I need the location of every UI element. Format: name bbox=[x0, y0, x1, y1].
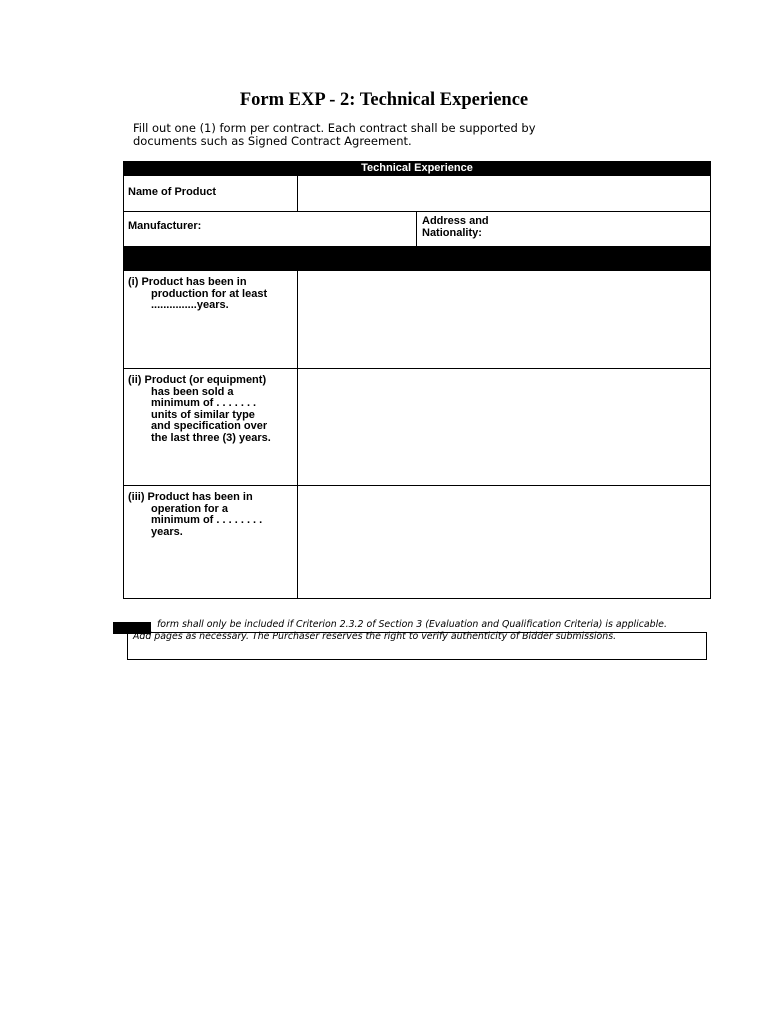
criterion-line: has been sold a bbox=[151, 385, 234, 398]
column-divider bbox=[416, 211, 417, 246]
address-label-line: Nationality: bbox=[422, 226, 482, 239]
criterion-line: years. bbox=[151, 525, 183, 538]
form-title: Form EXP - 2: Technical Experience bbox=[239, 90, 529, 110]
criterion-production-years bbox=[128, 277, 267, 312]
criterion-operation-years bbox=[128, 492, 262, 538]
criterion-line: operation for a bbox=[151, 502, 229, 515]
criterion-line: ...............years. bbox=[151, 299, 229, 312]
criterion-units-sold-field[interactable] bbox=[298, 369, 710, 485]
manufacturer-field[interactable] bbox=[124, 212, 416, 245]
criterion-line: the last three (3) years. bbox=[151, 431, 271, 444]
criterion-line: (ii) Product (or equipment) bbox=[128, 374, 267, 386]
criterion-line: units of similar type bbox=[151, 408, 255, 421]
criterion-line: minimum of . . . . . . . . bbox=[151, 514, 263, 527]
instructions-line: documents such as Signed Contract Agreement. bbox=[133, 134, 412, 148]
name-of-product-field[interactable] bbox=[298, 176, 710, 211]
criterion-line: (iii) Product has been in bbox=[128, 491, 253, 503]
criterion-line: (i) Product has been in bbox=[128, 276, 247, 288]
criterion-line: production for at least bbox=[151, 287, 268, 300]
criterion-units-sold bbox=[128, 375, 271, 445]
table-header: Technical Experience bbox=[124, 162, 710, 175]
name-of-product-label: Name of Product bbox=[128, 186, 217, 198]
criterion-production-years-field[interactable] bbox=[298, 271, 710, 368]
instructions bbox=[133, 122, 603, 148]
manufacturer-label: Manufacturer: bbox=[128, 220, 202, 232]
address-nationality-label bbox=[422, 216, 489, 239]
column-divider bbox=[297, 271, 298, 598]
criterion-line: and specification over bbox=[151, 420, 268, 433]
instructions-line: Fill out one (1) form per contract. Each contract shall be supported by bbox=[133, 121, 536, 135]
criterion-line: minimum of . . . . . . . bbox=[151, 397, 257, 410]
address-label-line: Address and bbox=[422, 215, 489, 227]
additional-pages-note: Add pages as necessary. The Purchaser reserves the right to verify authenticity of Bidder submissions. bbox=[133, 631, 617, 642]
note-box bbox=[127, 632, 707, 660]
criterion-operation-years-field[interactable] bbox=[298, 486, 710, 598]
applicability-note: form shall only be included if Criterion 2.3.2 of Section 3 (Evaluation and Qualification Criteria) is applicable. bbox=[157, 619, 667, 630]
technical-experience-table bbox=[123, 161, 711, 599]
section-bar bbox=[124, 246, 710, 271]
